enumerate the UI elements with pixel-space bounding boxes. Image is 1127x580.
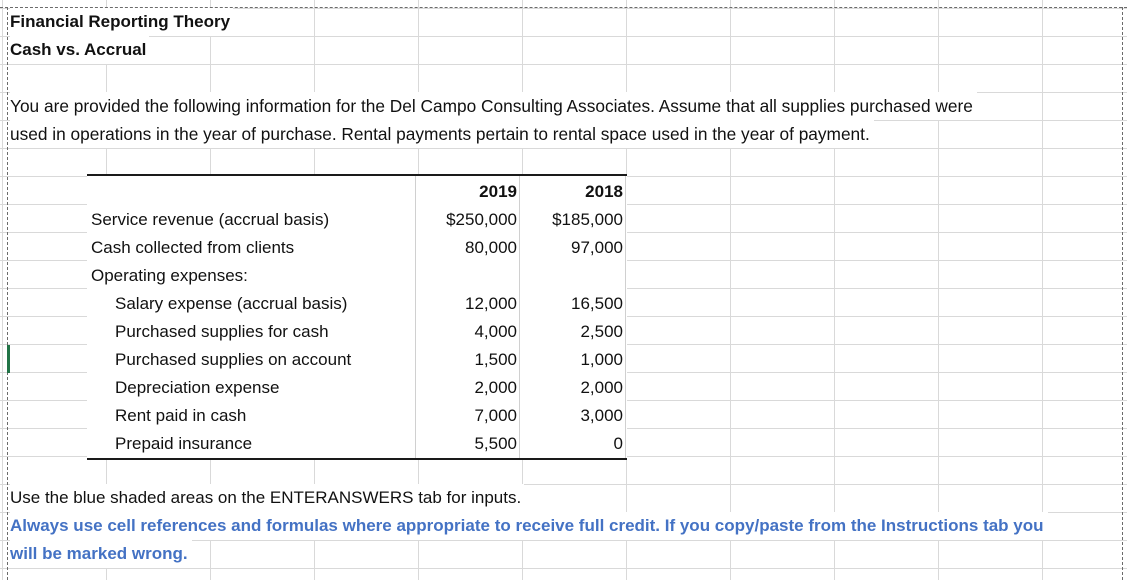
value-2018[interactable]: 16,500 bbox=[571, 294, 623, 313]
table-row bbox=[87, 402, 627, 430]
value-2019[interactable]: 12,000 bbox=[465, 294, 517, 313]
value-2018[interactable]: 0 bbox=[613, 434, 623, 453]
data-table bbox=[87, 174, 627, 460]
row-label[interactable]: Prepaid insurance bbox=[115, 434, 253, 453]
value-2019[interactable]: $250,000 bbox=[446, 210, 517, 229]
sheet-title[interactable]: Financial Reporting Theory bbox=[10, 8, 233, 36]
warning-line-1[interactable]: Always use cell references and formulas where appropriate to receive full credit. If you copy/paste from the Instructions tab you bbox=[10, 512, 1048, 540]
value-2019[interactable]: 5,500 bbox=[474, 434, 517, 453]
value-2018[interactable]: 2,500 bbox=[580, 322, 623, 341]
value-2019[interactable]: 80,000 bbox=[465, 238, 517, 257]
table-header-row bbox=[87, 178, 627, 206]
warning-line-2[interactable]: will be marked wrong. bbox=[10, 540, 192, 568]
table-row bbox=[87, 262, 627, 290]
value-2018[interactable]: 97,000 bbox=[571, 238, 623, 257]
value-2018[interactable]: $185,000 bbox=[552, 210, 623, 229]
row-label[interactable]: Salary expense (accrual basis) bbox=[115, 294, 348, 313]
value-2018[interactable]: 2,000 bbox=[580, 378, 623, 397]
value-2018[interactable]: 3,000 bbox=[580, 406, 623, 425]
table-row bbox=[87, 430, 627, 458]
table-row bbox=[87, 206, 627, 234]
table-row bbox=[87, 374, 627, 402]
instruction-text[interactable]: Use the blue shaded areas on the ENTERANSWERS tab for inputs. bbox=[10, 484, 524, 512]
sheet-subtitle[interactable]: Cash vs. Accrual bbox=[10, 36, 149, 64]
value-2019[interactable]: 4,000 bbox=[474, 322, 517, 341]
row-label[interactable]: Purchased supplies on account bbox=[115, 350, 352, 369]
intro-line-2[interactable]: used in operations in the year of purchase. Rental payments pertain to rental space used in the year of payment. bbox=[10, 120, 874, 148]
value-2019[interactable]: 1,500 bbox=[474, 350, 517, 369]
row-label[interactable]: Rent paid in cash bbox=[115, 406, 247, 425]
row-label[interactable]: Depreciation expense bbox=[115, 378, 280, 397]
table-row bbox=[87, 290, 627, 318]
table-row bbox=[87, 234, 627, 262]
value-2019[interactable]: 2,000 bbox=[474, 378, 517, 397]
table-row bbox=[87, 346, 627, 374]
header-2019[interactable]: 2019 bbox=[479, 182, 517, 201]
row-label[interactable]: Cash collected from clients bbox=[91, 238, 295, 257]
row-selection-marker bbox=[7, 345, 10, 373]
page-break-left bbox=[7, 7, 8, 580]
row-label[interactable]: Purchased supplies for cash bbox=[115, 322, 329, 341]
table-row bbox=[87, 318, 627, 346]
page-break-right bbox=[1122, 7, 1123, 580]
header-2018[interactable]: 2018 bbox=[585, 182, 623, 201]
row-label[interactable]: Service revenue (accrual basis) bbox=[91, 210, 330, 229]
intro-line-1[interactable]: You are provided the following information for the Del Campo Consulting Associates. Assume that all supplies purchased were bbox=[10, 92, 977, 120]
value-2019[interactable]: 7,000 bbox=[474, 406, 517, 425]
row-label[interactable]: Operating expenses: bbox=[91, 266, 248, 285]
value-2018[interactable]: 1,000 bbox=[580, 350, 623, 369]
